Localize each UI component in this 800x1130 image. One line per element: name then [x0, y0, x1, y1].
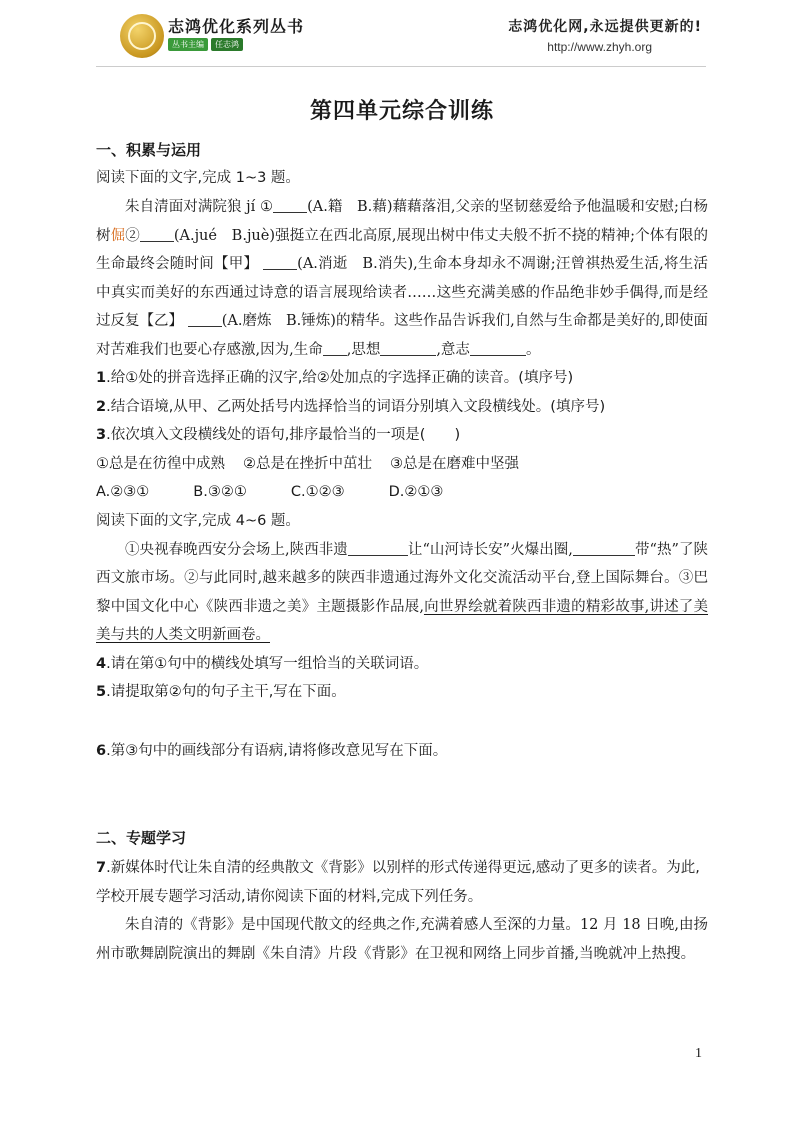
answer-blank[interactable]: [273, 196, 307, 213]
answer-blank[interactable]: [263, 253, 297, 270]
question-3-choices: [96, 478, 708, 507]
answer-space[interactable]: [96, 707, 708, 737]
dotted-character: 倔: [110, 227, 126, 244]
editor-name-tag: 任志鸿: [211, 38, 243, 51]
question-3-statements: [96, 450, 708, 479]
choice-b[interactable]: B.③②①: [193, 484, 247, 500]
question-5: 5.请提取第②句的句子主干,写在下面。: [96, 684, 346, 700]
answer-blank[interactable]: [188, 310, 222, 327]
question-6: 6.第③句中的画线部分有语病,请将修改意见写在下面。: [96, 742, 448, 759]
page-header: [0, 0, 800, 70]
choice-d[interactable]: D.②①③: [388, 484, 444, 500]
question-3: 3.依次填入文段横线处的语句,排序最恰当的一项是( ): [96, 427, 461, 443]
underlined-sentence: 向世界绘就着陕西非遗的精彩故事,讲述了美美与共的人类文明新画卷。: [96, 598, 709, 643]
header-divider: [96, 66, 706, 67]
reading-passage: 朱自清的《背影》是中国现代散文的经典之作,充满着感人至深的力量。12 月 18 日晚,由扬州市歌舞剧院演出的舞剧《朱自清》片段《背影》在卫视和网络上同步首播,当晚就冲上热搜。: [96, 917, 708, 962]
answer-space[interactable]: [96, 765, 708, 821]
answer-blank[interactable]: [573, 539, 635, 556]
reading-passage: ①央视春晚西安分会场上,陕西非遗 让“山河诗长安”火爆出圈, 带“热”了陕西文旅市场。②与此同时,越来越多的陕西非遗通过海外文化交流活动平台,登上国际舞台。③巴黎中国文化中心《陕西非遗之美》主题摄影作品展,向世界绘就着陕西非遗的精彩故事,讲述了美美与共的人类文明新画卷。: [96, 536, 708, 650]
brand-tags: [168, 38, 243, 51]
site-url[interactable]: http://www.zhyh.org: [547, 40, 652, 54]
statement: ②总是在挫折中茁壮: [243, 455, 372, 472]
page-number: 1: [695, 1046, 702, 1061]
question-7: 7.新媒体时代让朱自清的经典散文《背影》以别样的形式传递得更远,感动了更多的读者。为此,学校开展专题学习活动,请你阅读下面的材料,完成下列任务。: [96, 860, 700, 905]
question-1: 1.给①处的拼音选择正确的汉字,给②处加点的字选择正确的读音。(填序号): [96, 370, 574, 386]
series-logo-icon: [120, 14, 164, 58]
section-heading: 二、专题学习: [96, 829, 187, 847]
choice-a[interactable]: A.②③①: [96, 484, 150, 500]
answer-blank[interactable]: [323, 339, 347, 356]
statement: ①总是在彷徨中成熟: [96, 455, 225, 472]
brand-title: 志鸿优化系列丛书: [168, 17, 305, 36]
answer-blank[interactable]: [140, 225, 174, 242]
reading-instruction: 阅读下面的文字,完成 4~6 题。: [96, 512, 300, 529]
document-body: [96, 94, 708, 968]
reading-instruction: 阅读下面的文字,完成 1~3 题。: [96, 170, 300, 186]
statement: ③总是在磨难中坚强: [390, 455, 519, 472]
answer-blank[interactable]: [470, 339, 526, 356]
question-2: 2.结合语境,从甲、乙两处括号内选择恰当的词语分别填入文段横线处。(填序号): [96, 398, 606, 415]
editor-tag: 丛书主编: [168, 38, 208, 51]
answer-blank[interactable]: [348, 539, 408, 556]
reading-passage: 朱自清面对满院狼 jí ① (A.籍 B.藉)藉藉落泪,父亲的坚韧慈爱给予他温暖和安慰;白杨树倔② (A.jué B.juè)强挺立在西北高原,展现出树中伟丈夫般不折不挠的精神;个体有限的生命最终会随时间【甲】 (A.消逝 B.消失),生命本身却永不凋谢;汪曾祺热爱生活,将生活中真实而美好的东西通过诗意的语言展现给读者……这些充满美感的作品绝非妙手偶得,而是经过反复【乙】 (A.磨炼 B.锤炼)的精华。这些作品告诉我们,自然与生命都是美好的,即使面对苦难我们也要心存感激,因为,生命 ,思想 ,意志 。: [96, 193, 708, 364]
document-title: 第四单元综合训练: [309, 99, 494, 124]
site-slogan: 志鸿优化网,永远提供更新的!: [508, 19, 702, 35]
answer-blank[interactable]: [380, 339, 436, 356]
question-4: 4.请在第①句中的横线处填写一组恰当的关联词语。: [96, 655, 429, 672]
section-heading: 一、积累与运用: [96, 141, 202, 159]
choice-c[interactable]: C.①②③: [290, 484, 345, 500]
